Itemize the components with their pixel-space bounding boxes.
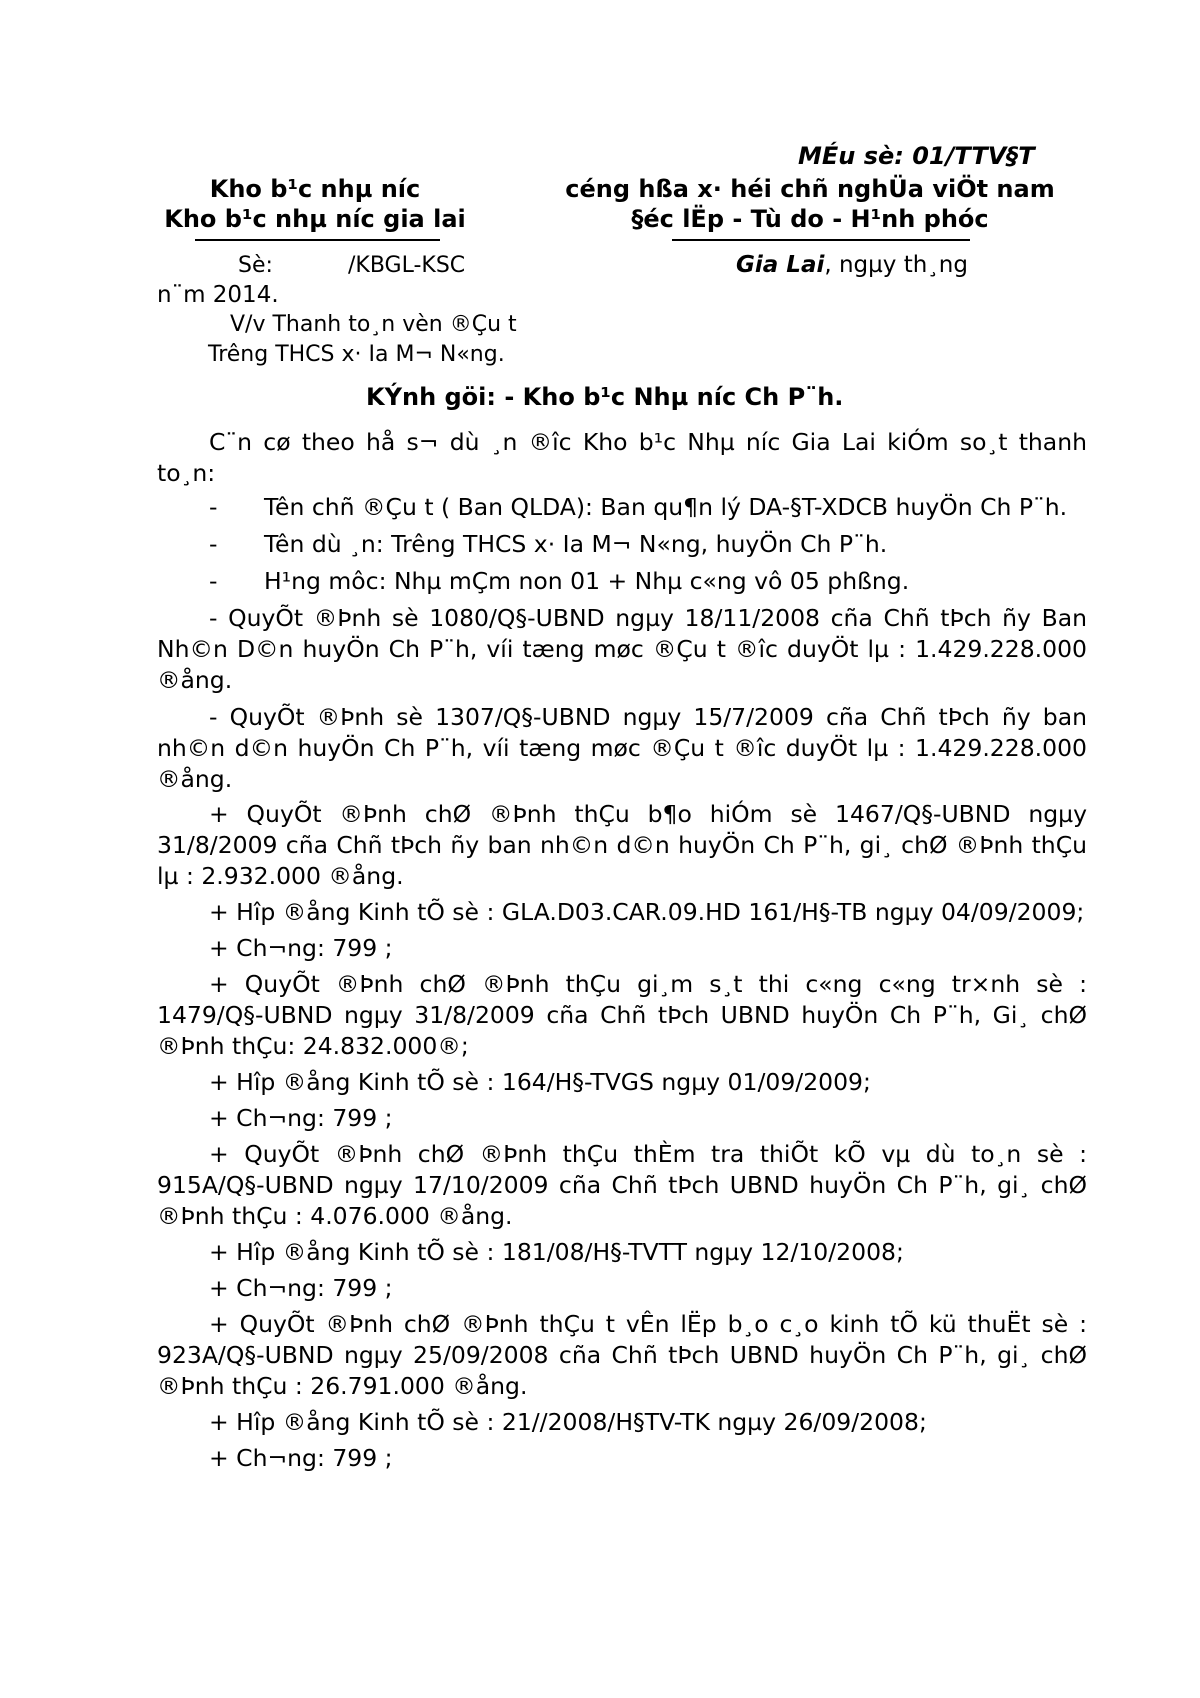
motto-underline — [672, 239, 970, 241]
subject-line-2: Trêng THCS x· Ia M¬ N«ng. — [208, 342, 505, 367]
decision-paragraph: - QuyÕt ®Þnh sè 1080/Q§-UBND ngµy 18/11/2008 cña Chñ tÞch ñy Ban Nh©n D©n huyÖn Ch P¨h, víi tæng møc ®Çu t ®îc duyÖt lµ : 1.429.228.000 ®ång. — [157, 604, 1087, 694]
plus-paragraph: + QuyÕt ®Þnh chØ ®Þnh thÇu gi¸m s¸t thi c«ng c«ng tr×nh sè : 1479/Q§-UBND ngµy 31/8/2009 cña Chñ tÞch UBND huyÖn Ch P¨h, Gi¸ chØ ®Þnh thÇu: 24.832.000®; — [157, 970, 1087, 1060]
date-year: n¨m 2014. — [157, 282, 279, 308]
plus-paragraph: + Hîp ®ång Kinh tÕ sè : 164/H§-TVGS ngµy 01/09/2009; — [209, 1068, 871, 1096]
plus-paragraph: + Hîp ®ång Kinh tÕ sè : 181/08/H§-TVTT ngµy 12/10/2008; — [209, 1238, 904, 1266]
list-item-text: Tên chñ ®Çu t ( Ban QLDA): Ban qu¶n lý DA-§T-XDCB huyÖn Ch P¨h. — [264, 493, 1068, 521]
agency-underline — [195, 239, 440, 241]
agency-parent: Kho b¹c nhµ níc — [209, 175, 421, 203]
national-title: céng hßa x· héi chñ nghÜa viÖt nam — [565, 175, 1055, 203]
list-item-text: Tên dù ¸n: Trêng THCS x· Ia M¬ N«ng, huyÖn Ch P¨h. — [264, 530, 888, 558]
document-number-label: Sè: — [238, 253, 273, 278]
intro-paragraph: C¨n cø theo hå s¬ dù ¸n ®îc Kho b¹c Nhµ níc Gia Lai kiÓm so¸t thanh to¸n: — [157, 428, 1087, 487]
place-name: Gia Lai — [736, 252, 825, 278]
list-item-text: H¹ng môc: Nhµ mÇm non 01 + Nhµ c«ng vô 05 phßng. — [264, 567, 910, 595]
plus-paragraph: + QuyÕt ®Þnh chØ ®Þnh thÇu thÈm tra thiÕt kÕ vµ dù to¸n sè : 915A/Q§-UBND ngµy 17/10/2009 cña Chñ tÞch UBND huyÖn Ch P¨h, gi¸ chØ ®Þnh thÇu : 4.076.000 ®ång. — [157, 1140, 1087, 1230]
list-item: - H¹ng môc: Nhµ mÇm non 01 + Nhµ c«ng vô 05 phßng. — [157, 566, 1087, 597]
agency-name: Kho b¹c nhµ níc gia lai — [164, 205, 466, 233]
plus-paragraph: + Ch¬ng: 799 ; — [209, 934, 393, 962]
document-body — [157, 427, 1087, 1479]
plus-paragraph: + Ch¬ng: 799 ; — [209, 1274, 393, 1302]
plus-paragraph: + QuyÕt ®Þnh chØ ®Þnh thÇu b¶o hiÓm sè 1467/Q§-UBND ngµy 31/8/2009 cña Chñ tÞch ñy ban nh©n d©n huyÖn Ch P¨h, gi¸ chØ ®Þnh thÇu lµ : 2.932.000 ®ång. — [157, 800, 1087, 890]
place-date — [736, 252, 968, 278]
form-number: MÉu sè: 01/TTV§T — [798, 142, 1035, 170]
plus-paragraph: + Hîp ®ång Kinh tÕ sè : GLA.D03.CAR.09.HD 161/H§-TB ngµy 04/09/2009; — [209, 898, 1085, 926]
salutation: KÝnh göi: - Kho b¹c Nhµ níc Ch P¨h. — [366, 383, 844, 411]
plus-paragraph: + Ch¬ng: 799 ; — [209, 1444, 393, 1472]
subject-line-1: V/v Thanh to¸n vèn ®Çu t — [230, 312, 517, 337]
plus-paragraph: + Ch¬ng: 799 ; — [209, 1104, 393, 1132]
plus-paragraph: + QuyÕt ®Þnh chØ ®Þnh thÇu t vÊn lËp b¸o c¸o kinh tÕ kü thuËt sè : 923A/Q§-UBND ngµy 25/09/2008 cña Chñ tÞch UBND huyÖn Ch P¨h, gi¸ chØ ®Þnh thÇu : 26.791.000 ®ång. — [157, 1310, 1087, 1400]
plus-paragraph: + Hîp ®ång Kinh tÕ sè : 21//2008/H§TV-TK ngµy 26/09/2008; — [209, 1408, 927, 1436]
list-item: - Tên chñ ®Çu t ( Ban QLDA): Ban qu¶n lý DA-§T-XDCB huyÖn Ch P¨h. — [157, 492, 1087, 523]
list-item: - Tên dù ¸n: Trêng THCS x· Ia M¬ N«ng, huyÖn Ch P¨h. — [157, 529, 1087, 560]
document-number-value: /KBGL-KSC — [348, 253, 466, 278]
national-motto: §éc lËp - Tù do - H¹nh phóc — [631, 205, 989, 233]
decision-paragraph: - QuyÕt ®Þnh sè 1307/Q§-UBND ngµy 15/7/2009 cña Chñ tÞch ñy ban nh©n d©n huyÖn Ch P¨h, víi tæng møc ®Çu t ®îc duyÖt lµ : 1.429.228.000 ®ång. — [157, 703, 1087, 793]
date-day-month: , ngµy th¸ng — [824, 252, 968, 278]
